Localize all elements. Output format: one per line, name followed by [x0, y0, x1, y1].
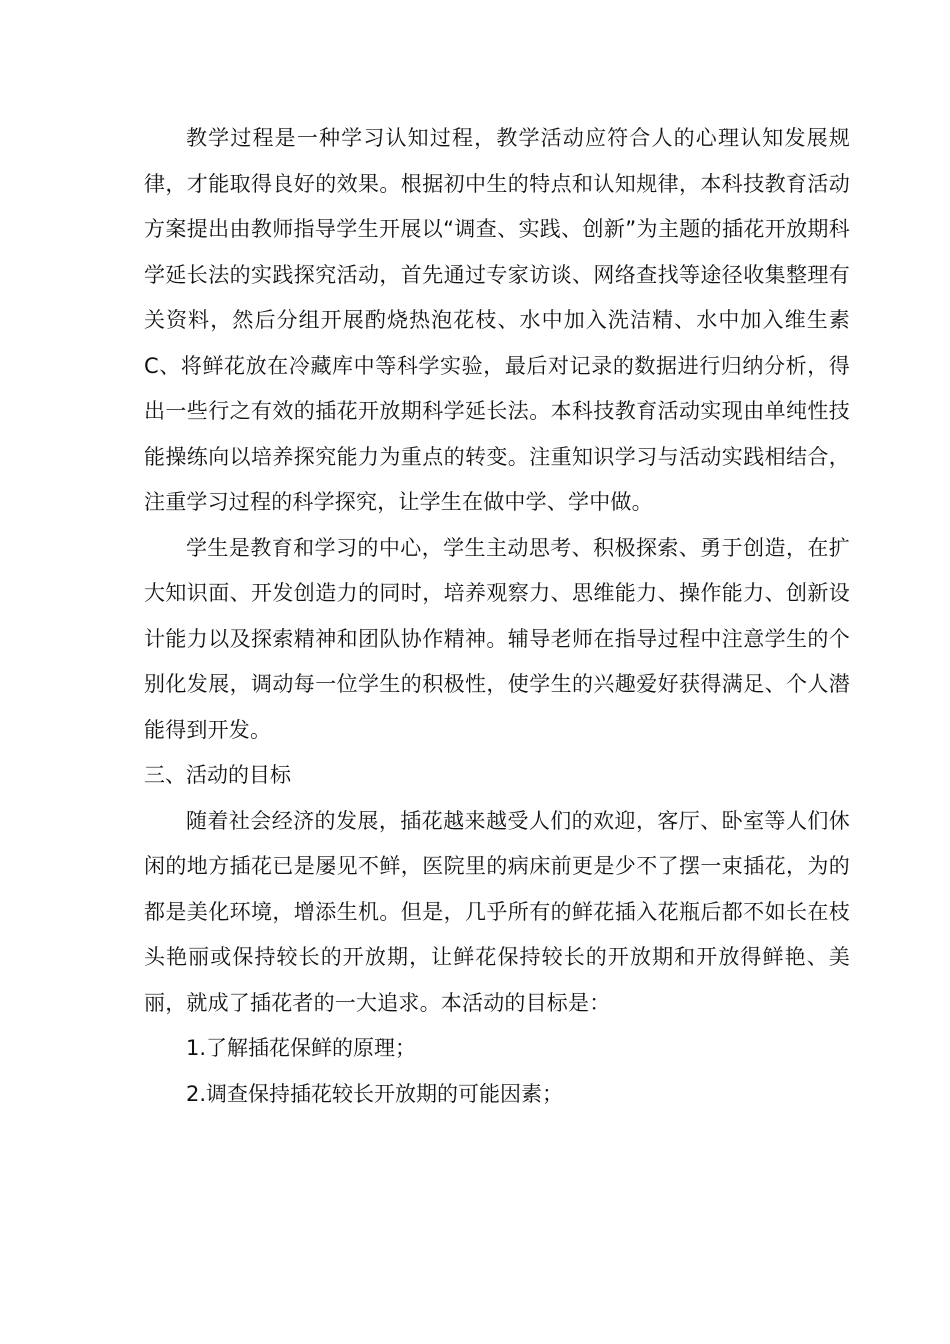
- list-item: 2.调查保持插花较长开放期的可能因素；: [186, 1081, 564, 1106]
- document-body: [144, 116, 850, 1117]
- paragraph-activity-goal: 随着社会经济的发展，插花越来越受人们的欢迎，客厅、卧室等人们休闲的地方插花已是屡见不鲜，医院里的病床前更是少不了摆一束插花，为的都是美化环境，增添生机。但是，几乎所有的鲜花插入花瓶后都不如长在枝头艳丽或保持较长的开放期，让鲜花保持较长的开放期和开放得鲜艳、美丽，就成了插花者的一大追求。本活动的目标是：: [144, 808, 850, 1015]
- paragraph-student-center: 学生是教育和学习的中心，学生主动思考、积极探索、勇于创造，在扩大知识面、开发创造力的同时，培养观察力、思维能力、操作能力、创新设计能力以及探索精神和团队协作精神。辅导老师在指导过程中注意学生的个别化发展，调动每一位学生的积极性，使学生的兴趣爱好获得满足、个人潜能得到开发。: [144, 535, 850, 742]
- section-heading: 三、活动的目标: [144, 763, 291, 787]
- list-item: 1.了解插花保鲜的原理；: [186, 1036, 417, 1060]
- paragraph-teaching-process: 教学过程是一种学习认知过程，教学活动应符合人的心理认知发展规律，才能取得良好的效果。根据初中生的特点和认知规律，本科技教育活动方案提出由教师指导学生开展以“调查、实践、创新”为主题的插花开放期科学延长法的实践探究活动，首先通过专家访谈、网络查找等途径收集整理有关资料，然后分组开展酌烧热泡花枝、水中加入洗洁精、水中加入维生素 C、将鲜花放在冷藏库中等科学实验，最后对记录的数据进行归纳分析，得出一些行之有效的插花开放期科学延长法。本科技教育活动实现由单纯性技能操练向以培养探究能力为重点的转变。注重知识学习与活动实践相结合，注重学习过程的科学探究，让学生在做中学、学中做。: [144, 126, 850, 514]
